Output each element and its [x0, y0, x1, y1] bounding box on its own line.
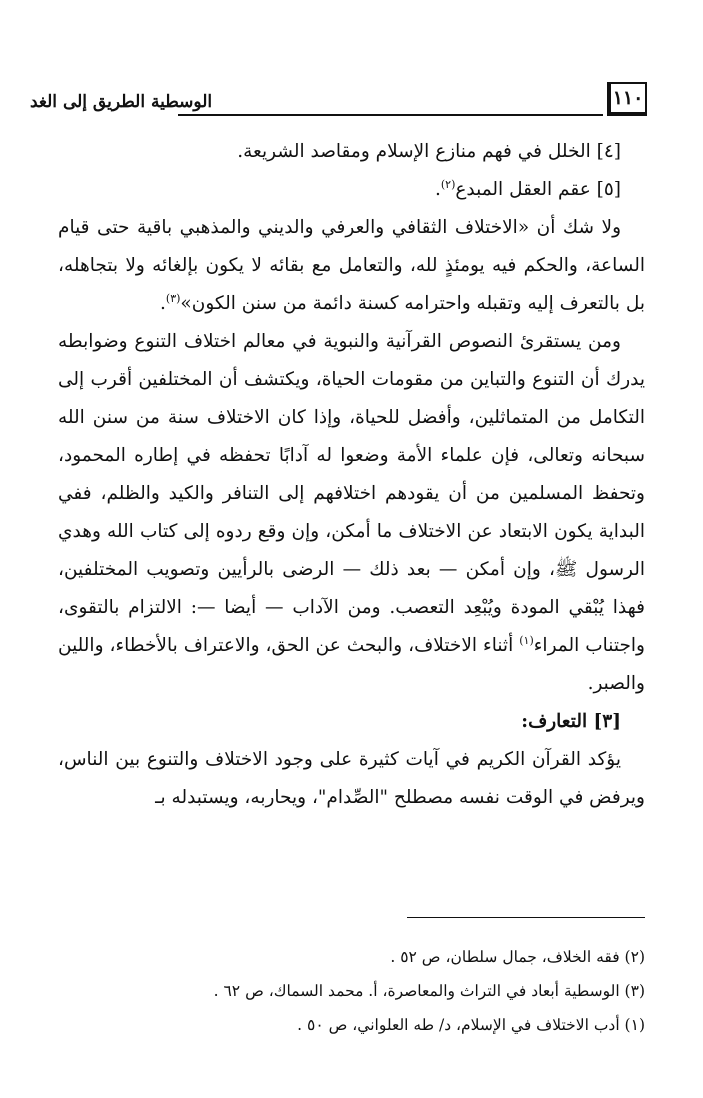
list-item-4: [٤] الخلل في فهم منازع الإسلام ومقاصد الشريعة.	[237, 141, 621, 162]
paragraph-2	[58, 323, 645, 703]
paragraph-1-text: ولا شك أن «الاختلاف الثقافي والعرفي والديني والمذهبي باقية حتى قيام الساعة، والحكم فيه يومئذٍ لله، والتعامل مع بقائه لا يكون بإلغائه ولا بتجاهله، بل بالتعرف إليه وتقبله واحترامه كسنة دائمة من سنن الكون»	[58, 217, 645, 314]
section-heading: [٣] التعارف:	[521, 711, 621, 732]
list-item-5-text: [٥] عقم العقل المبدع	[455, 179, 621, 200]
header-rule	[178, 114, 603, 116]
list-item-5: [٥] عقم العقل المبدع$^{(٢)}$.	[434, 177, 621, 200]
page-header	[30, 82, 647, 122]
footnote: (١) أدب الاختلاف في الإسلام، د/ طه العلواني، ص ٥٠ .	[297, 1016, 645, 1034]
footnote-divider	[407, 917, 645, 918]
footnote: (٢) فقه الخلاف، جمال سلطان، ص ٥٢ .	[390, 948, 645, 966]
footnotes	[58, 940, 645, 1042]
footnote-marker: (٣)	[165, 291, 181, 305]
footnote-marker: (١)	[519, 633, 534, 647]
running-title: الوسطية الطريق إلى الغد	[30, 92, 216, 112]
paragraph-2-text-b: أثناء الاختلاف، والبحث عن الحق، والاعتراف بالأخطاء، واللين والصبر.	[58, 635, 645, 694]
paragraph-2-text-a: ومن يستقرئ النصوص القرآنية والنبوية في معالم اختلاف التنوع وضوابطه يدرك أن التنوع والتباين من مقومات الحياة، ويكتشف أن المختلفين أقرب إلى التكامل من المتماثلين، وأفضل للحياة، وإذا كان الاختلاف سنة من سنن الله سبحانه وتعالى، فإن علماء الأمة وضعوا له آدابًا تحفظه في إطاره المحمود، وتحفظ المسلمين من أن يقودهم اختلافهم إلى التنافر والكيد والظلم، ففي البداية يكون الابتعاد عن الاختلاف ما أمكن، وإن وقع ردوه إلى كتاب الله وهدي الرسول ﷺ، وإن أمكن — بعد ذلك — الرضى بالرأيين وتصويب المختلفين، فهذا يُبْقي المودة ويُبْعِد التعصب. ومن الآداب — أيضا —: الالتزام بالتقوى، واجتناب المراء	[58, 331, 645, 656]
paragraph-1: ولا شك أن «الاختلاف الثقافي والعرفي والديني والمذهبي باقية حتى قيام الساعة، والحكم فيه يومئذٍ لله، والتعامل مع بقائه لا يكون بإلغائه ولا بتجاهله، بل بالتعرف إليه وتقبله واحترامه كسنة دائمة من سنن الكون»$^{(٣)}$.	[58, 217, 645, 314]
footnote-marker: (٢)	[440, 177, 456, 191]
page-number: ١١٠	[607, 82, 647, 116]
footnote: (٣) الوسطية أبعاد في التراث والمعاصرة، أ. محمد السماك، ص ٦٢ .	[213, 982, 645, 1000]
paragraph-3: يؤكد القرآن الكريم في آيات كثيرة على وجود الاختلاف والتنوع بين الناس، ويرفض في الوقت نفسه مصطلح "الصِّدام"، ويحاربه، ويستبدله بـ	[58, 749, 645, 808]
body-text	[58, 133, 645, 817]
